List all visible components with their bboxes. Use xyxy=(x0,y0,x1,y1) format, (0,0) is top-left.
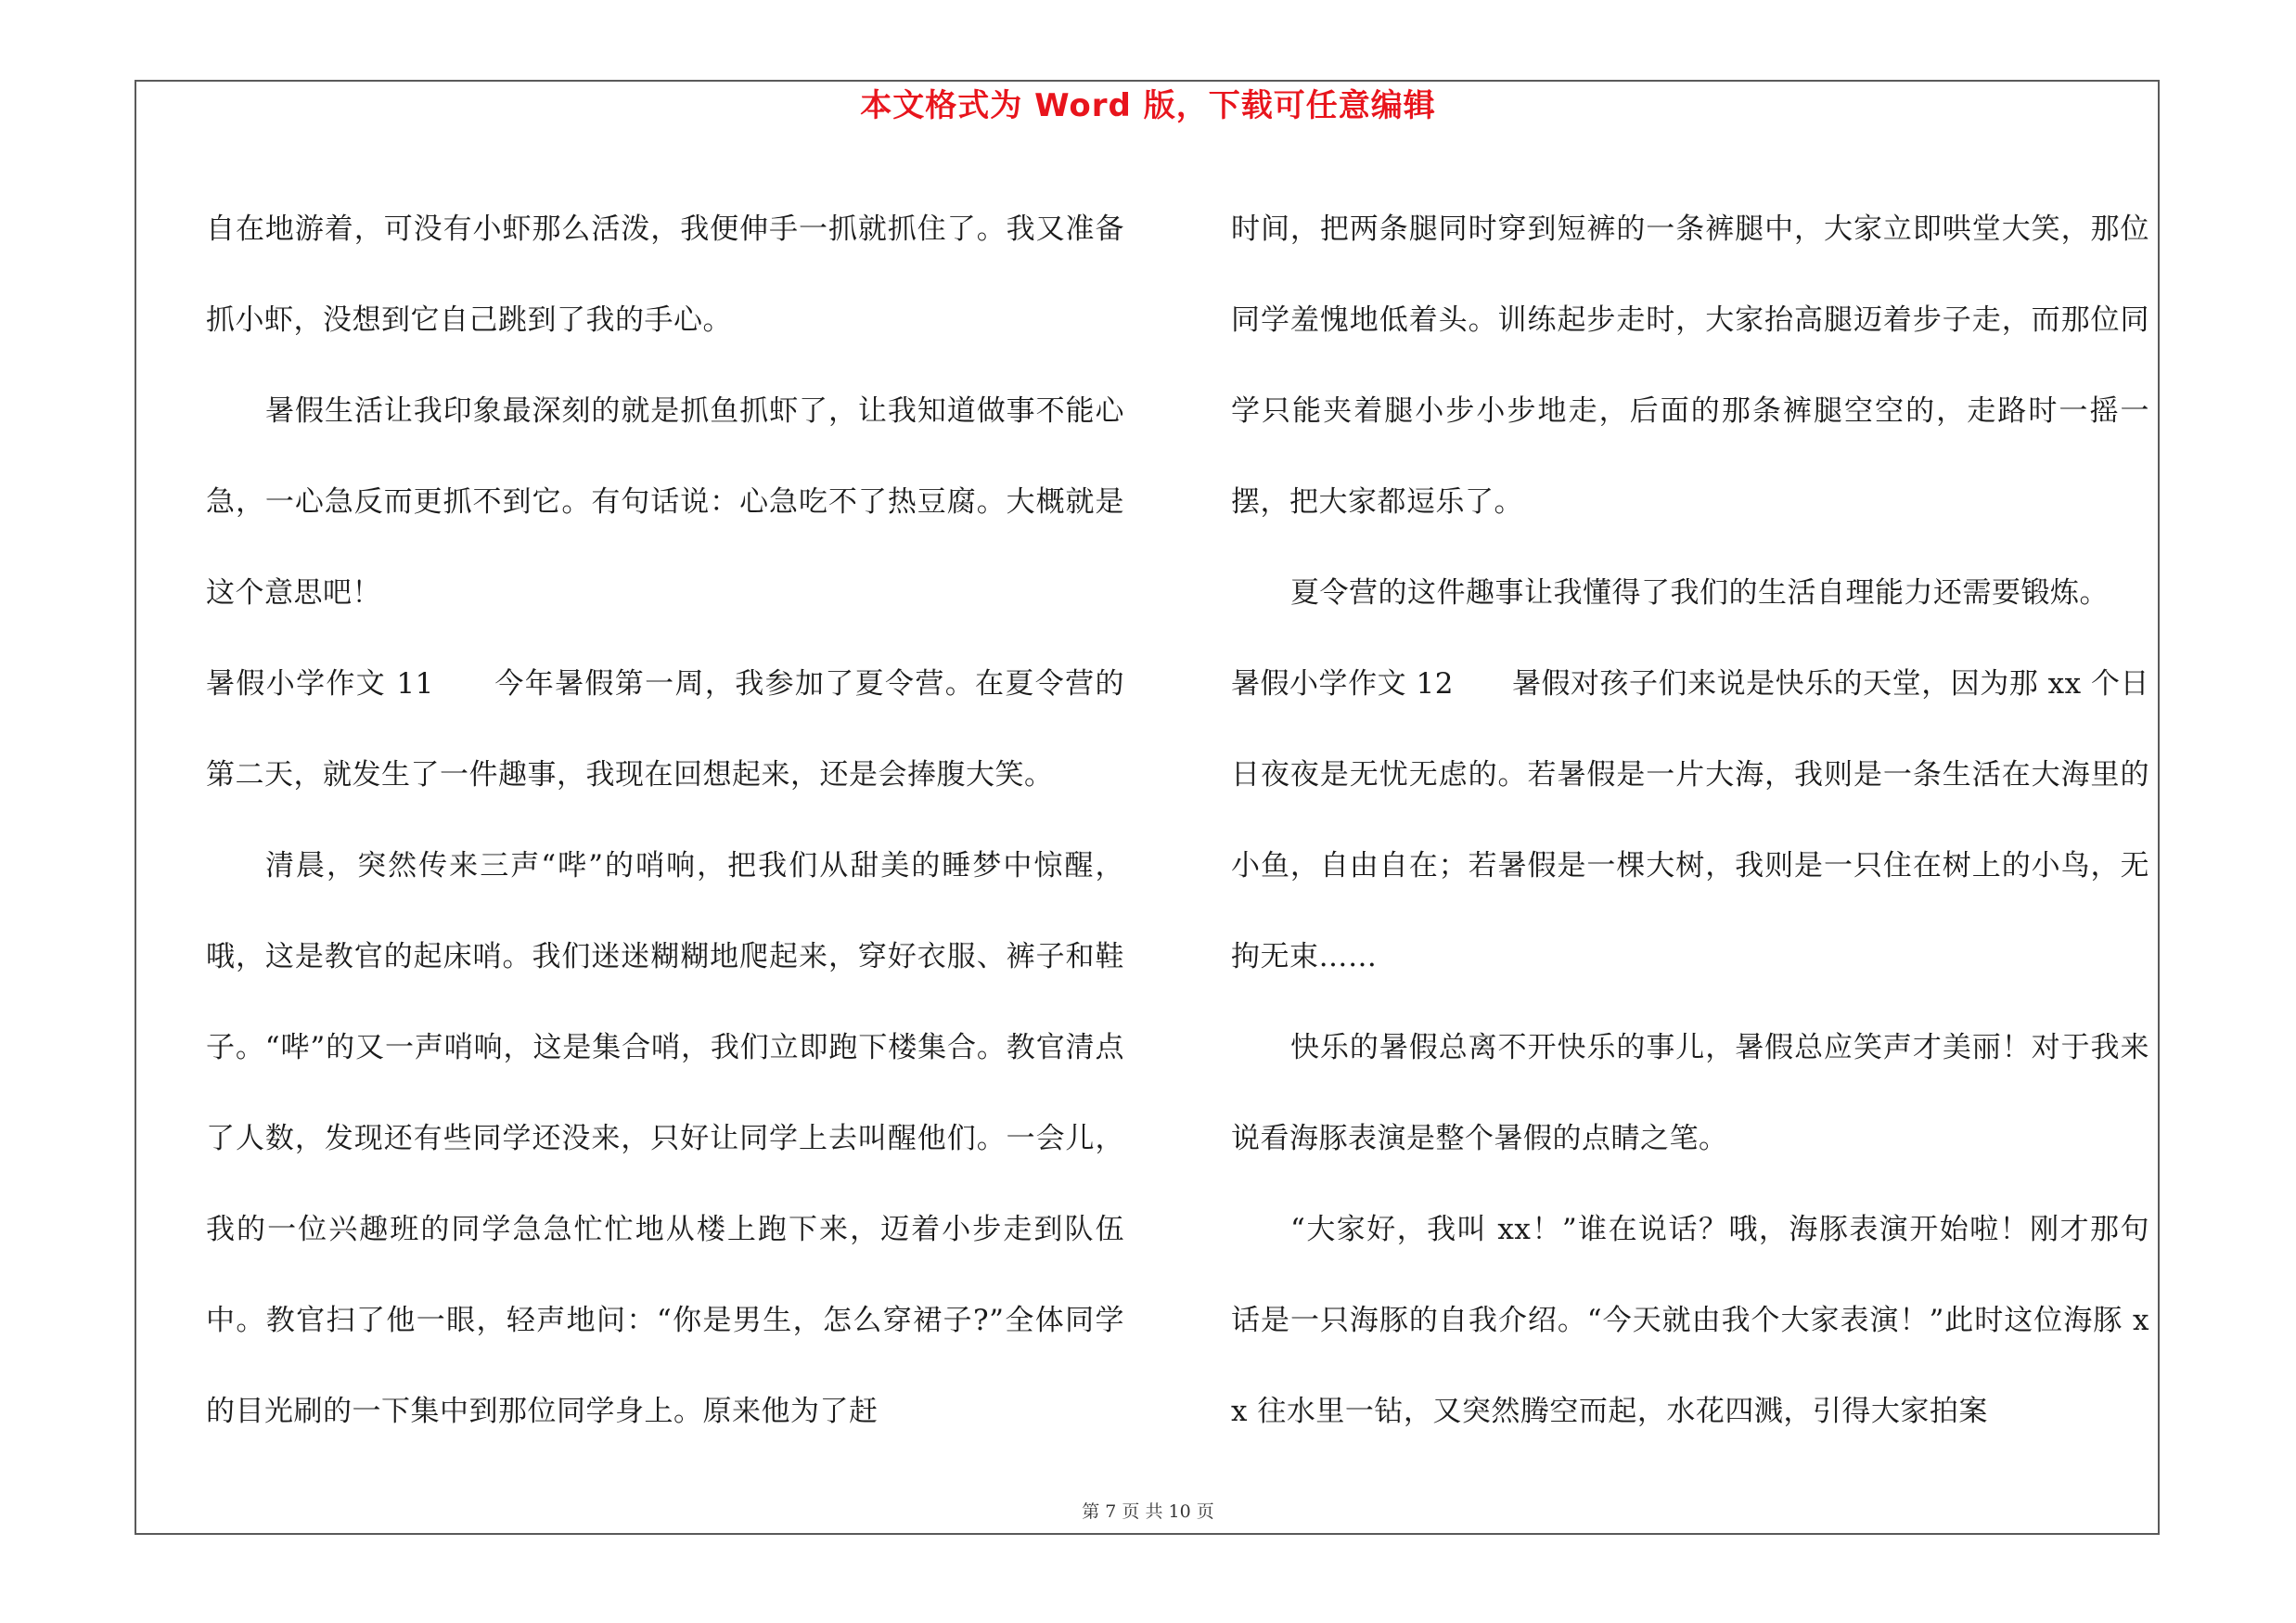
paragraph: 快乐的暑假总离不开快乐的事儿，暑假总应笑声才美丽！对于我来说看海豚表演是整个暑假的点睛之笔。 xyxy=(1231,1031,2149,1155)
paragraph: “大家好，我叫 xx！”谁在说话？哦，海豚表演开始啦！刚才那句话是一只海豚的自我介绍。“今天就由我个大家表演！”此时这位海豚 xx 往水里一钻，又突然腾空而起，水花四溅，引得大家拍案 xyxy=(1231,1213,2149,1428)
paragraph: 自在地游着，可没有小虾那么活泼，我便伸手一抓就抓住了。我又准备抓小虾，没想到它自己跳到了我的手心。 xyxy=(206,213,1124,337)
paragraph: 时间，把两条腿同时穿到短裤的一条裤腿中，大家立即哄堂大笑，那位同学羞愧地低着头。训练起步走时，大家抬高腿迈着步子走，而那位同学只能夹着腿小步小步地走，后面的那条裤腿空空的，走路时一摇一摆，把大家都逗乐了。 xyxy=(1231,213,2149,519)
paragraph: 夏令营的这件趣事让我懂得了我们的生活自理能力还需要锻炼。 xyxy=(1290,576,2109,610)
paragraph: 清晨，突然传来三声“哔”的哨响，把我们从甜美的睡梦中惊醒，哦，这是教官的起床哨。我们迷迷糊糊地爬起来，穿好衣服、裤子和鞋子。“哔”的又一声哨响，这是集合哨，我们立即跑下楼集合。教官清点了人数，发现还有些同学还没来，只好让同学上去叫醒他们。一会儿，我的一位兴趣班的同学急急忙忙地从楼上跑下来，迈着小步走到队伍中。教官扫了他一眼，轻声地问：“你是男生，怎么穿裙子?”全体同学的目光刷的一下集中到那位同学身上。原来他为了赶 xyxy=(206,849,1124,1428)
right-column xyxy=(1231,184,2149,1457)
essay-heading-paragraph: 暑假小学作文 12 暑假对孩子们来说是快乐的天堂，因为那 xx 个日日夜夜是无忧无虑的。若暑假是一片大海，我则是一条生活在大海里的小鱼，自由自在；若暑假是一棵大树，我则是一只住在树上的小鸟，无拘无束…… xyxy=(1231,667,2149,973)
page-number-footer: 第 7 页 共 10 页 xyxy=(1082,1501,1214,1522)
paragraph: 暑假生活让我印象最深刻的就是抓鱼抓虾了，让我知道做事不能心急，一心急反而更抓不到它。有句话说：心急吃不了热豆腐。大概就是这个意思吧！ xyxy=(206,394,1124,610)
essay-heading-paragraph: 暑假小学作文 11 今年暑假第一周，我参加了夏令营。在夏令营的第二天，就发生了一件趣事，我现在回想起来，还是会捧腹大笑。 xyxy=(206,667,1124,792)
left-column xyxy=(206,184,1124,1457)
document-banner: 本文格式为 Word 版，下载可任意编辑 xyxy=(860,87,1436,124)
